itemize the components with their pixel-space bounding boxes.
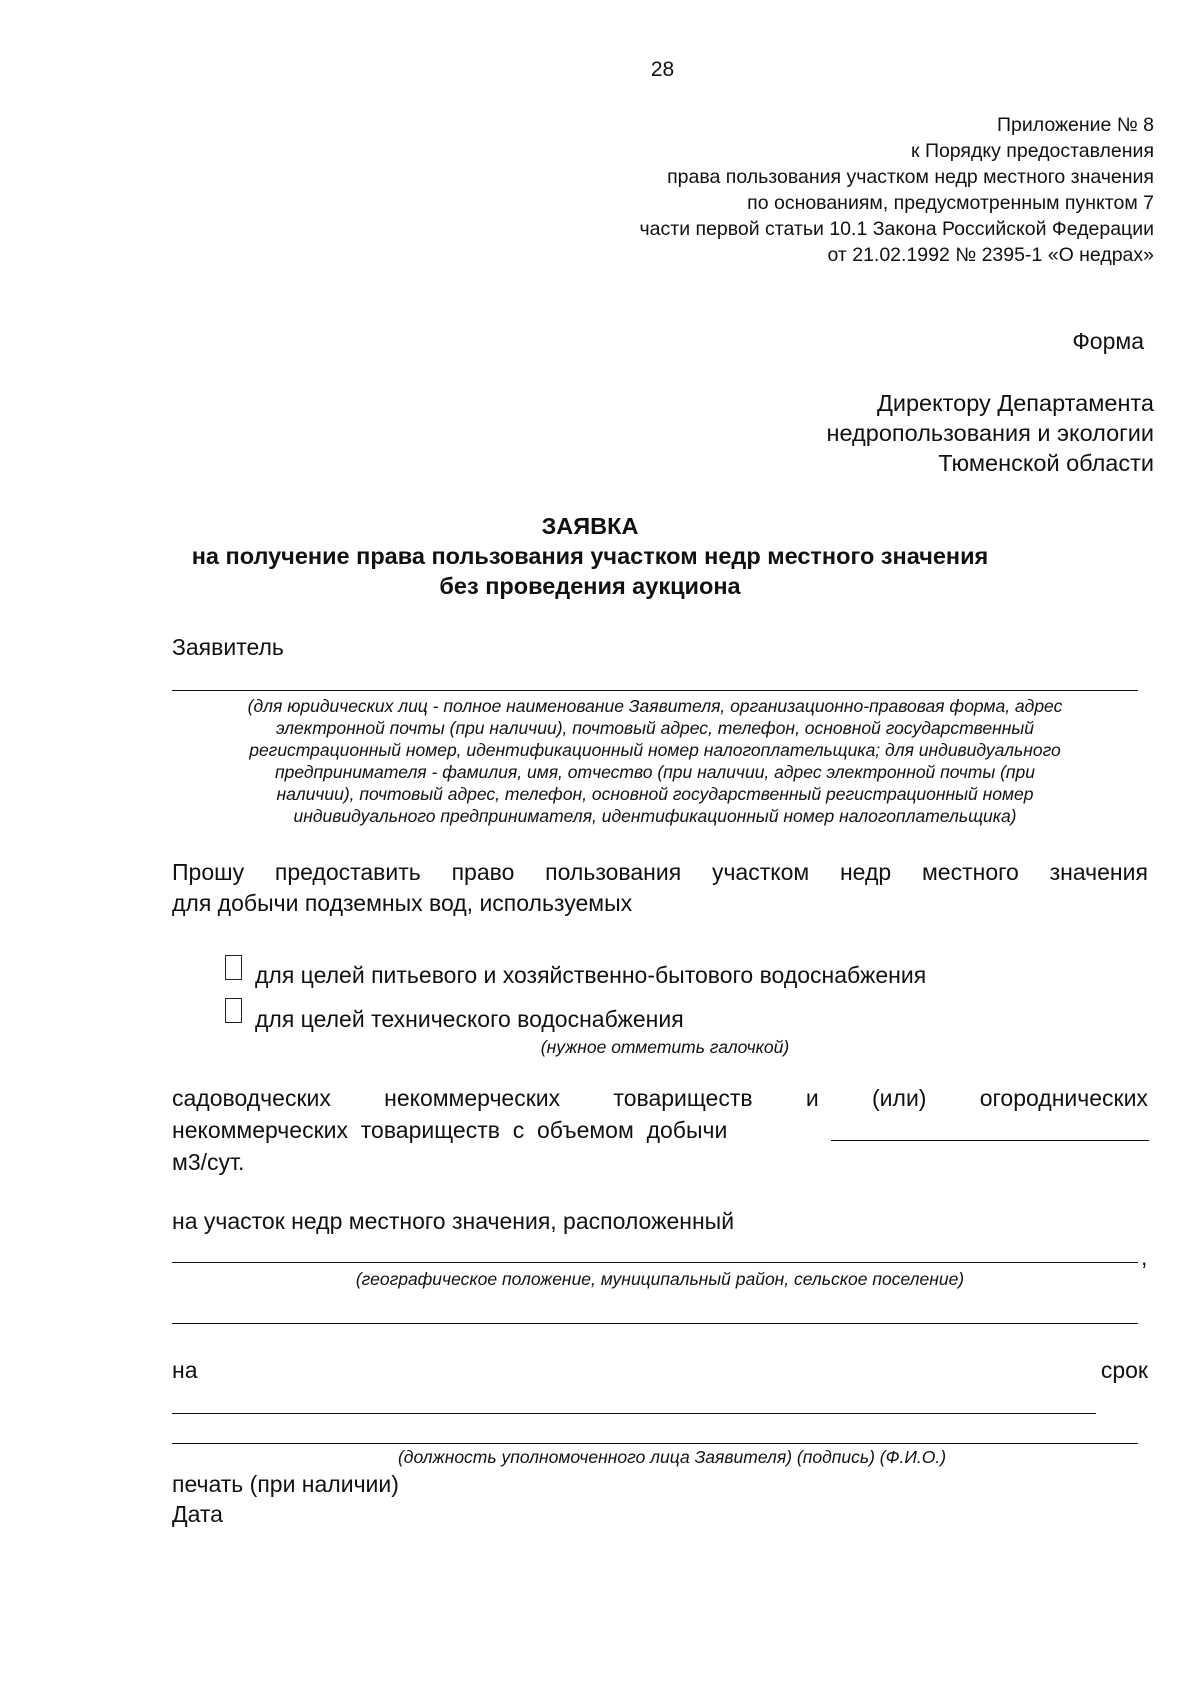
societies-word: и (805, 1085, 819, 1111)
appendix-line: от 21.02.1992 № 2395-1 «О недрах» (827, 244, 1154, 266)
volume-unit: м3/сут. (172, 1149, 245, 1175)
site-field-line-2[interactable] (172, 1323, 1138, 1324)
technical-water-checkbox[interactable] (225, 998, 242, 1023)
societies-word: садоводческих (172, 1085, 331, 1111)
hint-line: электронной почты (при наличии), почтовый адрес, телефон, основной государственный (275, 718, 1035, 738)
appendix-line: права пользования участком недр местного значения (667, 166, 1154, 188)
options-hint: (нужное отметить галочкой) (540, 1037, 790, 1057)
technical-water-label: для целей технического водоснабжения (255, 1006, 684, 1032)
document-title (160, 511, 1020, 601)
title-line: без проведения аукциона (439, 573, 741, 599)
form-label: Форма (1072, 328, 1144, 354)
request-word: местного (921, 859, 1019, 885)
drinking-water-checkbox[interactable] (225, 955, 242, 980)
appendix-line: части первой статьи 10.1 Закона Российской Федерации (639, 218, 1154, 240)
hint-line: предпринимателя - фамилия, имя, отчество (при наличии, адрес электронной почты (при (274, 762, 1036, 782)
request-word: пользования (545, 859, 682, 885)
request-line-1 (172, 859, 1148, 886)
site-field-line[interactable] (172, 1262, 1138, 1263)
site-comma: , (1141, 1244, 1148, 1270)
term-field-line[interactable] (172, 1413, 1096, 1414)
request-line-2: для добычи подземных вод, используемых (172, 890, 633, 916)
applicant-label: Заявитель (172, 634, 284, 660)
addressee (827, 388, 1154, 478)
societies-word: огороднических (979, 1085, 1148, 1111)
signature-hint: (должность уполномоченного лица Заявителя) (подпись) (Ф.И.О.) (397, 1447, 947, 1467)
societies-word: товариществ (613, 1085, 753, 1111)
societies-line-2: некоммерческих товариществ с объемом добычи (172, 1117, 728, 1143)
volume-field-line[interactable] (831, 1140, 1149, 1141)
request-word: Прошу (172, 859, 245, 885)
hint-line: наличии), почтовый адрес, телефон, основной государственный регистрационный номер (276, 784, 1034, 804)
request-word: недр (839, 859, 892, 885)
title-line: на получение права пользования участком недр местного значения (191, 543, 989, 569)
page-number: 28 (650, 58, 675, 81)
request-word: право (451, 859, 515, 885)
hint-line: (для юридических лиц - полное наименование Заявителя, организационно-правовая форма, адрес (247, 696, 1063, 716)
request-word: значения (1049, 859, 1148, 885)
societies-word: (или) (872, 1085, 927, 1111)
site-hint: (географическое положение, муниципальный район, сельское поселение) (355, 1269, 965, 1289)
appendix-line: по основаниям, предусмотренным пунктом 7 (747, 192, 1154, 214)
appendix-line: к Порядку предоставления (911, 140, 1154, 162)
date-label: Дата (172, 1501, 223, 1527)
societies-word: некоммерческих (384, 1085, 561, 1111)
appendix-line: Приложение № 8 (997, 114, 1154, 136)
addressee-line: Директору Департамента (876, 390, 1154, 416)
site-label: на участок недр местного значения, расположенный (172, 1208, 735, 1234)
addressee-line: Тюменской области (938, 450, 1154, 476)
term-right-label: срок (1100, 1357, 1148, 1383)
signature-field-line[interactable] (172, 1443, 1138, 1444)
appendix-reference (454, 112, 1154, 268)
applicant-hint (172, 695, 1138, 827)
hint-line: регистрационный номер, идентификационный номер налогоплательщика; для индивидуального (249, 740, 1061, 760)
applicant-field-line[interactable] (172, 690, 1138, 691)
term-left-label: на (172, 1357, 198, 1383)
request-word: участком (711, 859, 810, 885)
stamp-label: печать (при наличии) (172, 1471, 399, 1497)
societies-line-1 (172, 1085, 1148, 1112)
title-line: ЗАЯВКА (541, 513, 639, 539)
request-word: предоставить (274, 859, 421, 885)
hint-line: индивидуального предпринимателя, идентификационный номер налогоплательщика) (293, 806, 1017, 826)
addressee-line: недропользования и экологии (826, 420, 1154, 446)
drinking-water-label: для целей питьевого и хозяйственно-бытового водоснабжения (255, 962, 927, 988)
